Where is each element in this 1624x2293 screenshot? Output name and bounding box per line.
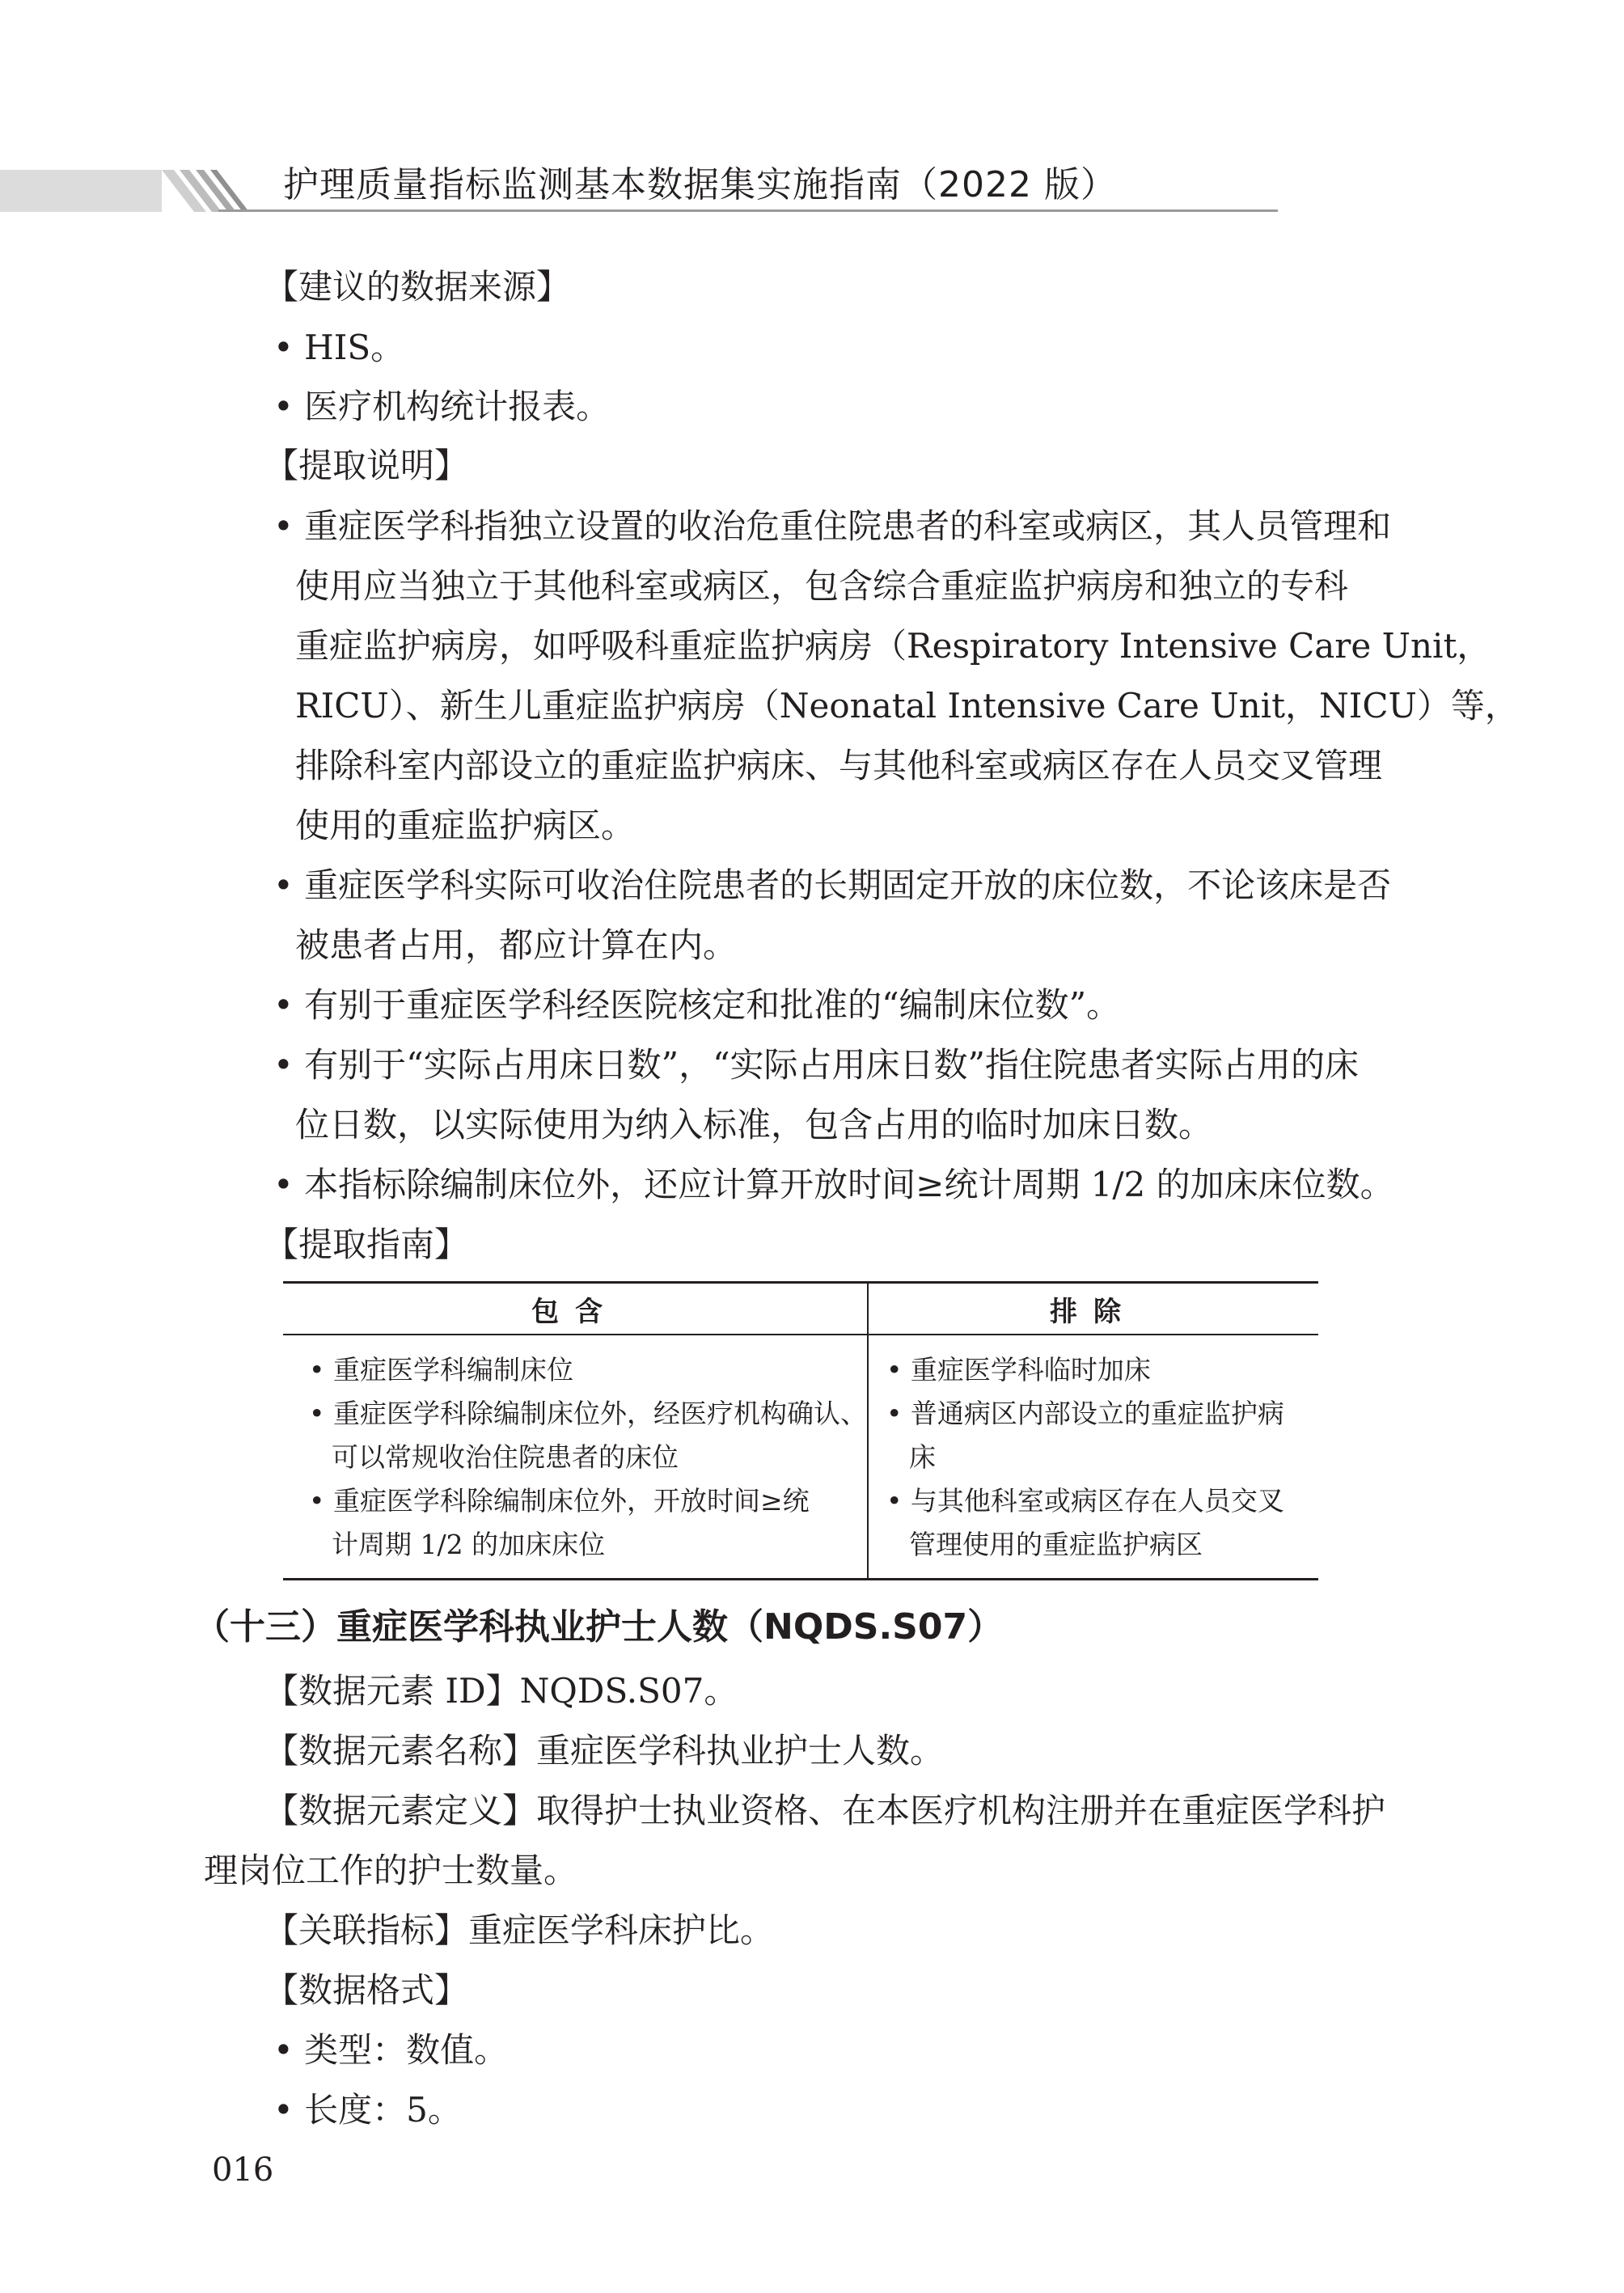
exclude-item-continued: 床 bbox=[908, 1441, 936, 1473]
related-indicator: 【关联指标】重症医学科床护比。 bbox=[264, 1910, 775, 1950]
include-item-continued: 可以常规收治住院患者的床位 bbox=[332, 1441, 679, 1473]
note-line-5: 排除科室内部设立的重症监护病床、与其他科室或病区存在人员交叉管理 bbox=[295, 746, 1383, 785]
note-line-1: • 重症医学科指独立设置的收治危重住院患者的科室或病区，其人员管理和 bbox=[273, 506, 1392, 546]
bullet-statistical-report: • 医疗机构统计报表。 bbox=[273, 387, 611, 426]
heading-extraction-guide: 【提取指南】 bbox=[264, 1225, 469, 1264]
include-cell bbox=[283, 1335, 868, 1580]
heading-extraction-notes: 【提取说明】 bbox=[264, 446, 469, 485]
note-line-9: • 有别于重症医学科经医院核定和批准的“编制床位数”。 bbox=[273, 985, 1121, 1025]
element-definition-continued: 理岗位工作的护士数量。 bbox=[204, 1851, 578, 1890]
heading-data-source: 【建议的数据来源】 bbox=[264, 267, 571, 307]
include-item: • 重症医学科除编制床位外，经医疗机构确认、 bbox=[309, 1398, 867, 1429]
exclude-item: • 重症医学科临时加床 bbox=[886, 1354, 1151, 1386]
note-line-10: • 有别于“实际占用床日数”，“实际占用床日数”指住院患者实际占用的床 bbox=[273, 1045, 1360, 1085]
note-line-2: 使用应当独立于其他科室或病区，包含综合重症监护病房和独立的专科 bbox=[295, 566, 1349, 606]
include-item-continued: 计周期 1/2 的加床床位 bbox=[332, 1529, 606, 1560]
header-include: 包含 bbox=[283, 1283, 868, 1335]
exclude-item-continued: 管理使用的重症监护病区 bbox=[908, 1529, 1203, 1560]
include-item: • 重症医学科编制床位 bbox=[309, 1354, 573, 1386]
note-line-3: 重症监护病房，如呼吸科重症监护病房（Respiratory Intensive Care Unit， bbox=[295, 626, 1491, 666]
note-line-12: • 本指标除编制床位外，还应计算开放时间≥统计周期 1/2 的加床床位数。 bbox=[273, 1165, 1394, 1204]
element-name: 【数据元素名称】重症医学科执业护士人数。 bbox=[264, 1731, 945, 1771]
table-header-row bbox=[283, 1283, 1318, 1335]
format-type: • 类型：数值。 bbox=[273, 2030, 509, 2070]
exclude-item: • 普通病区内部设立的重症监护病 bbox=[886, 1398, 1284, 1429]
table-row bbox=[283, 1335, 1318, 1580]
note-line-11: 位日数，以实际使用为纳入标准，包含占用的临时加床日数。 bbox=[295, 1105, 1213, 1144]
note-line-6: 使用的重症监护病区。 bbox=[295, 806, 636, 845]
extraction-guide-table bbox=[283, 1281, 1318, 1580]
heading-data-format: 【数据格式】 bbox=[264, 1970, 469, 2010]
page-number: 016 bbox=[212, 2151, 274, 2189]
include-item: • 重症医学科除编制床位外，开放时间≥统 bbox=[309, 1485, 810, 1517]
section-title: （十三）重症医学科执业护士人数（NQDS.S07） bbox=[194, 1606, 1004, 1648]
bullet-his: • HIS。 bbox=[273, 328, 405, 367]
header-rule bbox=[218, 209, 1278, 212]
exclude-item: • 与其他科室或病区存在人员交叉 bbox=[886, 1485, 1284, 1517]
note-line-4: RICU）、新生儿重症监护病房（Neonatal Intensive Care Unit，NICU）等， bbox=[295, 686, 1519, 726]
element-id: 【数据元素 ID】NQDS.S07。 bbox=[264, 1671, 738, 1711]
header-exclude: 排除 bbox=[868, 1283, 1318, 1335]
element-definition: 【数据元素定义】取得护士执业资格、在本医疗机构注册并在重症医学科护 bbox=[264, 1791, 1386, 1830]
running-header-title: 护理质量指标监测基本数据集实施指南（2022 版） bbox=[283, 164, 1117, 205]
format-length: • 长度：5。 bbox=[273, 2090, 462, 2130]
note-line-8: 被患者占用，都应计算在内。 bbox=[295, 925, 738, 965]
exclude-cell bbox=[868, 1335, 1318, 1580]
note-line-7: • 重症医学科实际可收治住院患者的长期固定开放的床位数，不论该床是否 bbox=[273, 865, 1392, 905]
